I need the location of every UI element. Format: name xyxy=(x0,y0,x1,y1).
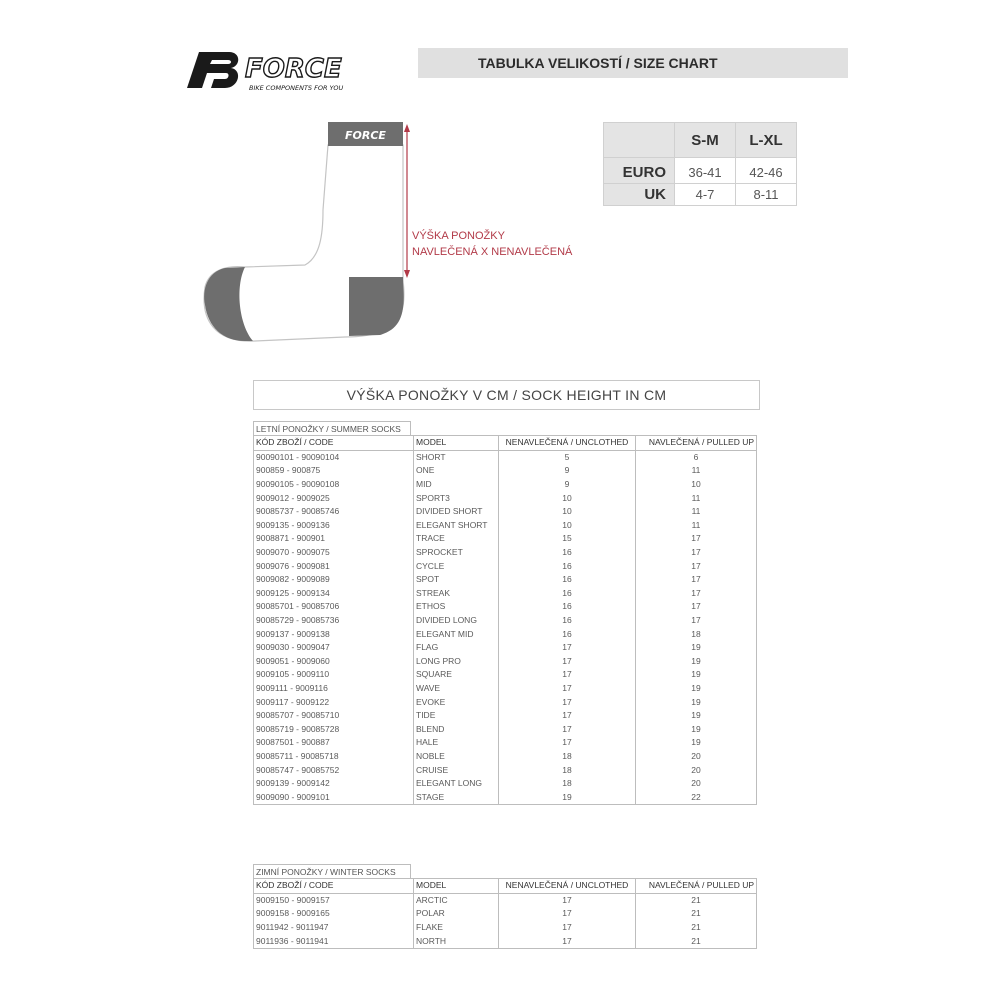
cell-unclothed: 17 xyxy=(499,695,636,709)
cell-pulled-up: 17 xyxy=(636,614,757,628)
cell-unclothed: 10 xyxy=(499,505,636,519)
cell-model: DIVIDED SHORT xyxy=(414,505,499,519)
cell-unclothed: 16 xyxy=(499,627,636,641)
shoe-size-table xyxy=(603,122,797,206)
cell-unclothed: 17 xyxy=(499,921,636,935)
cell-unclothed: 16 xyxy=(499,600,636,614)
cell-unclothed: 15 xyxy=(499,532,636,546)
cell-code: 9011942 - 9011947 xyxy=(254,921,414,935)
force-logo xyxy=(183,44,413,94)
table-row xyxy=(254,722,757,736)
cell-pulled-up: 6 xyxy=(636,450,757,464)
winter-socks-table xyxy=(253,878,757,949)
cell-pulled-up: 20 xyxy=(636,763,757,777)
cell-model: ETHOS xyxy=(414,600,499,614)
cell-model: LONG PRO xyxy=(414,655,499,669)
col-header-pulled-up: NAVLEČENÁ / PULLED UP xyxy=(636,436,757,451)
cell-pulled-up: 10 xyxy=(636,478,757,492)
cell-code: 9009158 - 9009165 xyxy=(254,907,414,921)
cell-unclothed: 18 xyxy=(499,777,636,791)
cell-code: 9009111 - 9009116 xyxy=(254,682,414,696)
cell-unclothed: 10 xyxy=(499,491,636,505)
winter-socks-rows xyxy=(254,893,757,948)
size-cell: 4-7 xyxy=(675,184,736,206)
title-bar xyxy=(418,48,848,78)
cell-pulled-up: 21 xyxy=(636,893,757,907)
cell-model: NOBLE xyxy=(414,750,499,764)
sock-band-logo: FORCE xyxy=(345,129,386,142)
cell-model: SQUARE xyxy=(414,668,499,682)
cell-model: ONE xyxy=(414,464,499,478)
cell-pulled-up: 11 xyxy=(636,519,757,533)
cell-model: POLAR xyxy=(414,907,499,921)
table-row xyxy=(254,750,757,764)
cell-code: 9009070 - 9009075 xyxy=(254,546,414,560)
col-header-pulled-up: NAVLEČENÁ / PULLED UP xyxy=(636,879,757,894)
cell-model: MID xyxy=(414,478,499,492)
cell-code: 9009117 - 9009122 xyxy=(254,695,414,709)
cell-unclothed: 17 xyxy=(499,682,636,696)
cell-unclothed: 19 xyxy=(499,790,636,804)
winter-socks-label: ZIMNÍ PONOŽKY / WINTER SOCKS xyxy=(253,864,411,878)
cell-pulled-up: 21 xyxy=(636,921,757,935)
cell-code: 9009082 - 9009089 xyxy=(254,573,414,587)
table-row xyxy=(254,695,757,709)
table-row xyxy=(254,893,757,907)
cell-pulled-up: 11 xyxy=(636,505,757,519)
cell-unclothed: 9 xyxy=(499,478,636,492)
size-table-corner xyxy=(604,123,675,158)
cell-code: 9009139 - 9009142 xyxy=(254,777,414,791)
sock-diagram xyxy=(195,115,575,355)
table-row xyxy=(254,682,757,696)
cell-pulled-up: 19 xyxy=(636,722,757,736)
table-row xyxy=(254,921,757,935)
cell-model: SPORT3 xyxy=(414,491,499,505)
cell-model: BLEND xyxy=(414,722,499,736)
cell-code: 9009090 - 9009101 xyxy=(254,790,414,804)
table-row xyxy=(254,627,757,641)
cell-code: 9008871 - 900901 xyxy=(254,532,414,546)
cell-model: EVOKE xyxy=(414,695,499,709)
table-row xyxy=(254,641,757,655)
cell-pulled-up: 19 xyxy=(636,695,757,709)
cell-model: STAGE xyxy=(414,790,499,804)
cell-unclothed: 17 xyxy=(499,736,636,750)
table-row xyxy=(254,450,757,464)
cell-pulled-up: 20 xyxy=(636,750,757,764)
page-title: TABULKA VELIKOSTÍ / SIZE CHART xyxy=(478,55,718,71)
cell-pulled-up: 17 xyxy=(636,559,757,573)
cell-pulled-up: 21 xyxy=(636,907,757,921)
cell-code: 9009125 - 9009134 xyxy=(254,587,414,601)
cell-unclothed: 16 xyxy=(499,614,636,628)
cell-model: ELEGANT LONG xyxy=(414,777,499,791)
size-cell: 8-11 xyxy=(736,184,797,206)
table-row xyxy=(254,736,757,750)
table-row xyxy=(254,614,757,628)
cell-code: 900859 - 900875 xyxy=(254,464,414,478)
col-header-model: MODEL xyxy=(414,879,499,894)
cell-model: NORTH xyxy=(414,934,499,948)
cell-pulled-up: 19 xyxy=(636,736,757,750)
cell-unclothed: 17 xyxy=(499,709,636,723)
table-row xyxy=(254,532,757,546)
table-row xyxy=(254,546,757,560)
cell-model: SPROCKET xyxy=(414,546,499,560)
col-header-model: MODEL xyxy=(414,436,499,451)
cell-code: 9009135 - 9009136 xyxy=(254,519,414,533)
cell-unclothed: 16 xyxy=(499,587,636,601)
cell-pulled-up: 11 xyxy=(636,464,757,478)
cell-pulled-up: 19 xyxy=(636,709,757,723)
cell-model: FLAG xyxy=(414,641,499,655)
cell-model: TRACE xyxy=(414,532,499,546)
table-row xyxy=(254,668,757,682)
summer-socks-label: LETNÍ PONOŽKY / SUMMER SOCKS xyxy=(253,421,411,435)
force-logo-wordmark: FORCE xyxy=(245,54,342,84)
cell-code: 90090101 - 90090104 xyxy=(254,450,414,464)
cell-model: WAVE xyxy=(414,682,499,696)
size-col-lxl: L-XL xyxy=(736,123,797,158)
cell-model: SHORT xyxy=(414,450,499,464)
table-row xyxy=(254,763,757,777)
cell-model: CRUISE xyxy=(414,763,499,777)
col-header-unclothed: NENAVLEČENÁ / UNCLOTHED xyxy=(499,879,636,894)
cell-code: 9009105 - 9009110 xyxy=(254,668,414,682)
cell-code: 90090105 - 90090108 xyxy=(254,478,414,492)
sock-height-title: VÝŠKA PONOŽKY V CM / SOCK HEIGHT IN CM xyxy=(253,380,760,410)
table-row xyxy=(254,464,757,478)
cell-code: 90085747 - 90085752 xyxy=(254,763,414,777)
table-row xyxy=(254,600,757,614)
col-header-unclothed: NENAVLEČENÁ / UNCLOTHED xyxy=(499,436,636,451)
cell-pulled-up: 18 xyxy=(636,627,757,641)
col-header-code: KÓD ZBOŽÍ / CODE xyxy=(254,436,414,451)
size-row-euro-label: EURO xyxy=(604,158,675,184)
cell-unclothed: 16 xyxy=(499,559,636,573)
cell-code: 9009137 - 9009138 xyxy=(254,627,414,641)
cell-code: 9011936 - 9011941 xyxy=(254,934,414,948)
cell-model: HALE xyxy=(414,736,499,750)
cell-unclothed: 17 xyxy=(499,655,636,669)
cell-unclothed: 17 xyxy=(499,893,636,907)
table-row xyxy=(254,934,757,948)
table-row xyxy=(254,559,757,573)
cell-unclothed: 18 xyxy=(499,763,636,777)
cell-unclothed: 17 xyxy=(499,907,636,921)
arrow-down-icon xyxy=(404,270,410,278)
cell-model: ARCTIC xyxy=(414,893,499,907)
cell-model: FLAKE xyxy=(414,921,499,935)
cell-unclothed: 16 xyxy=(499,546,636,560)
col-header-code: KÓD ZBOŽÍ / CODE xyxy=(254,879,414,894)
table-row xyxy=(254,519,757,533)
cell-code: 90085719 - 90085728 xyxy=(254,722,414,736)
cell-unclothed: 17 xyxy=(499,668,636,682)
cell-pulled-up: 17 xyxy=(636,600,757,614)
summer-socks-rows xyxy=(254,450,757,804)
size-cell: 36-41 xyxy=(675,158,736,184)
cell-code: 90087501 - 900887 xyxy=(254,736,414,750)
cell-pulled-up: 17 xyxy=(636,573,757,587)
size-cell: 42-46 xyxy=(736,158,797,184)
cell-unclothed: 18 xyxy=(499,750,636,764)
cell-code: 90085707 - 90085710 xyxy=(254,709,414,723)
table-row xyxy=(254,587,757,601)
cell-code: 90085729 - 90085736 xyxy=(254,614,414,628)
cell-code: 9009150 - 9009157 xyxy=(254,893,414,907)
cell-unclothed: 17 xyxy=(499,934,636,948)
cell-model: CYCLE xyxy=(414,559,499,573)
cell-pulled-up: 17 xyxy=(636,587,757,601)
summer-socks-table xyxy=(253,435,757,805)
table-row xyxy=(254,709,757,723)
arrow-up-icon xyxy=(404,124,410,132)
cell-code: 9009076 - 9009081 xyxy=(254,559,414,573)
cell-model: STREAK xyxy=(414,587,499,601)
table-row xyxy=(254,505,757,519)
cell-pulled-up: 21 xyxy=(636,934,757,948)
cell-unclothed: 9 xyxy=(499,464,636,478)
table-row xyxy=(254,655,757,669)
cell-pulled-up: 17 xyxy=(636,546,757,560)
sock-note-line1: VÝŠKA PONOŽKY xyxy=(412,230,505,242)
cell-pulled-up: 19 xyxy=(636,655,757,669)
force-logo-tagline: BIKE COMPONENTS FOR YOU xyxy=(249,84,344,92)
cell-code: 90085711 - 90085718 xyxy=(254,750,414,764)
table-row xyxy=(254,777,757,791)
cell-pulled-up: 17 xyxy=(636,532,757,546)
size-col-sm: S-M xyxy=(675,123,736,158)
cell-pulled-up: 19 xyxy=(636,682,757,696)
table-row xyxy=(254,790,757,804)
cell-code: 9009012 - 9009025 xyxy=(254,491,414,505)
force-logo-mark xyxy=(187,52,238,88)
cell-code: 9009030 - 9009047 xyxy=(254,641,414,655)
table-row xyxy=(254,478,757,492)
cell-model: ELEGANT SHORT xyxy=(414,519,499,533)
cell-unclothed: 16 xyxy=(499,573,636,587)
sock-heel xyxy=(349,277,404,336)
cell-unclothed: 17 xyxy=(499,641,636,655)
cell-model: SPOT xyxy=(414,573,499,587)
cell-pulled-up: 22 xyxy=(636,790,757,804)
cell-code: 90085701 - 90085706 xyxy=(254,600,414,614)
cell-unclothed: 10 xyxy=(499,519,636,533)
sock-note-line2: NAVLEČENÁ X NENAVLEČENÁ xyxy=(412,246,573,258)
cell-model: ELEGANT MID xyxy=(414,627,499,641)
cell-pulled-up: 11 xyxy=(636,491,757,505)
cell-unclothed: 17 xyxy=(499,722,636,736)
table-row xyxy=(254,573,757,587)
cell-pulled-up: 19 xyxy=(636,668,757,682)
cell-pulled-up: 19 xyxy=(636,641,757,655)
cell-code: 9009051 - 9009060 xyxy=(254,655,414,669)
cell-model: TIDE xyxy=(414,709,499,723)
size-row-uk-label: UK xyxy=(604,184,675,206)
cell-model: DIVIDED LONG xyxy=(414,614,499,628)
sock-height-note xyxy=(412,228,572,260)
table-row xyxy=(254,907,757,921)
table-row xyxy=(254,491,757,505)
cell-unclothed: 5 xyxy=(499,450,636,464)
cell-code: 90085737 - 90085746 xyxy=(254,505,414,519)
cell-pulled-up: 20 xyxy=(636,777,757,791)
